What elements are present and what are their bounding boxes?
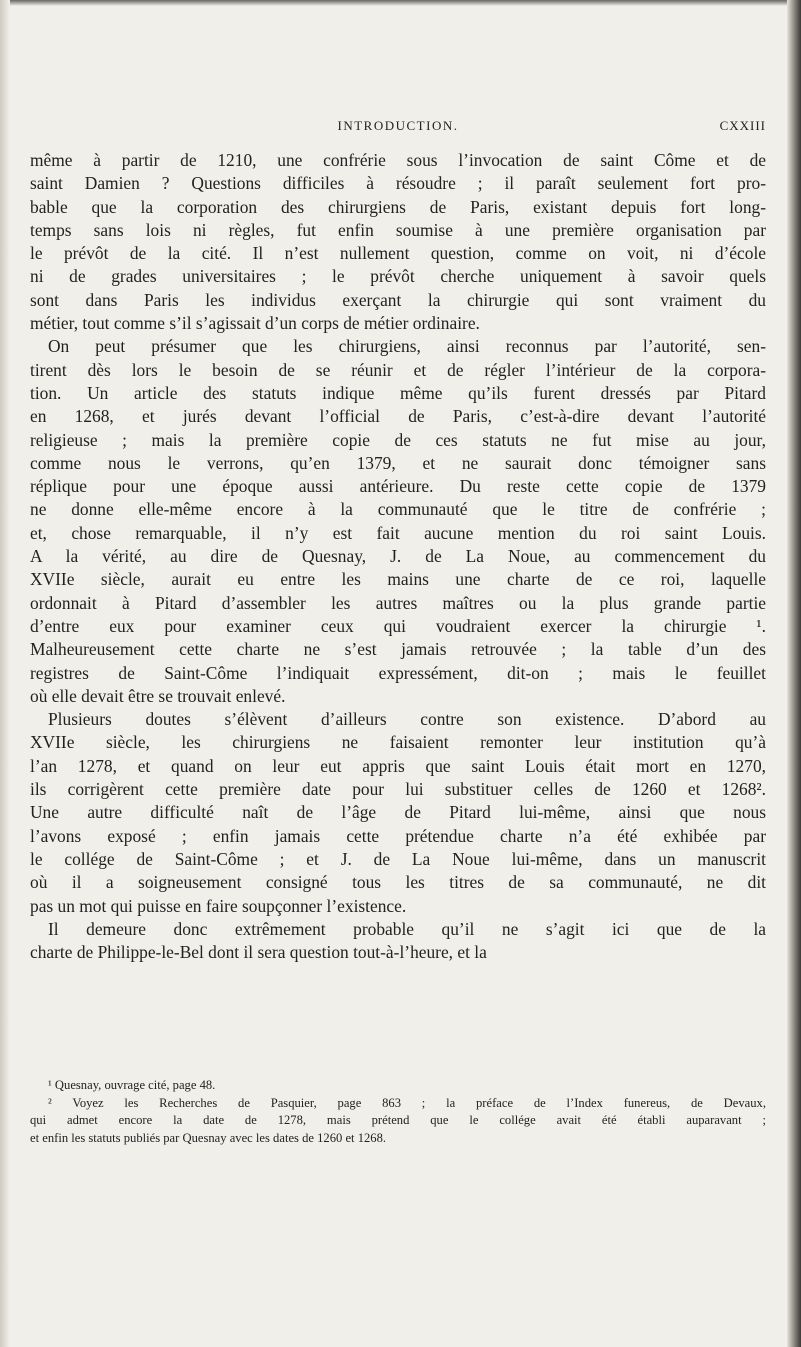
footnotes <box>30 1077 766 1147</box>
text-line: métier, tout comme s’il s’agissait d’un corps de métier ordinaire. <box>30 313 480 334</box>
page-binding-edge <box>787 0 801 1347</box>
text-line: On peut présumer que les chirurgiens, ainsi reconnus par l’autorité, sen- <box>48 336 766 357</box>
footnote-line: qui admet encore la date de 1278, mais prétend que le collége avait été établi auparavant ; <box>30 1113 766 1128</box>
text-line: XVIIe siècle, les chirurgiens ne faisaient remonter leur institution qu’à <box>30 732 766 753</box>
footnote-line: ² Voyez les Recherches de Pasquier, page 863 ; la préface de l’Index funereus, de Devaux, <box>48 1095 766 1110</box>
text-line: même à partir de 1210, une confrérie sous l’invocation de saint Côme et de <box>30 150 766 170</box>
text-line: ni de grades universitaires ; le prévôt cherche uniquement à savoir quels <box>30 266 766 287</box>
footnote-line: ¹ Quesnay, ouvrage cité, page 48. <box>48 1078 216 1092</box>
text-line: Une autre difficulté naît de l’âge de Pitard lui-même, ainsi que nous <box>30 802 766 823</box>
text-line: pas un mot qui puisse en faire soupçonner l’existence. <box>30 895 407 916</box>
text-line: le prévôt de la cité. Il n’est nullement question, comme on voit, ni d’école <box>30 243 766 264</box>
text-line: sont dans Paris les individus exerçant la chirurgie qui sont vraiment du <box>30 289 766 310</box>
text-line: bable que la corporation des chirurgiens de Paris, existant depuis fort long- <box>30 196 766 217</box>
text-line: ordonnait à Pitard d’assembler les autres maîtres ou la plus grande partie <box>30 592 766 613</box>
text-line: charte de Philippe-le-Bel dont il sera question tout-à-l’heure, et la <box>30 942 487 963</box>
text-line: réplique pour une époque aussi antérieure. Du reste cette copie de 1379 <box>30 476 766 497</box>
text-line: ne donne elle-même encore à la communauté que le titre de confrérie ; <box>30 499 766 520</box>
text-line: l’avons exposé ; enfin jamais cette prétendue charte n’a été exhibée par <box>30 825 766 846</box>
text-line: où elle devait être se trouvait enlevé. <box>30 685 286 706</box>
running-title: INTRODUCTION. <box>337 118 459 133</box>
running-header <box>30 118 766 140</box>
text-line: le collége de Saint-Côme ; et J. de La Noue lui-même, dans un manuscrit <box>30 848 766 869</box>
text-line: l’an 1278, et quand on leur eut appris que saint Louis était mort en 1270, <box>30 755 766 776</box>
text-line: religieuse ; mais la première copie de ces statuts ne fut mise au jour, <box>30 429 766 450</box>
text-line: Il demeure donc extrêmement probable qu’il ne s’agit ici que de la <box>48 918 766 939</box>
text-line: d’entre eux pour examiner ceux qui voudraient exercer la chirurgie ¹. <box>30 615 766 636</box>
text-line: Malheureusement cette charte ne s’est jamais retrouvée ; la table d’un des <box>30 639 766 660</box>
text-line: A la vérité, au dire de Quesnay, J. de La Noue, au commencement du <box>30 546 766 567</box>
page-number: CXXIII <box>719 118 766 133</box>
page-left-edge <box>0 0 10 1347</box>
text-line: et, chose remarquable, il n’y est fait aucune mention du roi saint Louis. <box>30 522 766 543</box>
text-line: Plusieurs doutes s’élèvent d’ailleurs contre son existence. D’abord au <box>48 709 766 730</box>
text-line: en 1268, et jurés devant l’official de Paris, c’est-à-dire devant l’autorité <box>30 406 766 427</box>
text-line: comme nous le verrons, qu’en 1379, et ne saurait donc témoigner sans <box>30 452 766 473</box>
text-line: registres de Saint-Côme l’indiquait expressément, dit-on ; mais le feuillet <box>30 662 766 683</box>
footnote-separator <box>30 1063 150 1064</box>
text-line: tion. Un article des statuts indique même qu’ils furent dressés par Pitard <box>30 382 766 403</box>
body-text <box>30 149 766 964</box>
text-line: ils corrigèrent cette première date pour lui substituer celles de 1260 et 1268². <box>30 779 766 800</box>
text-line: tirent dès lors le besoin de se réunir et de régler l’intérieur de la corpora- <box>30 359 766 380</box>
footnote-line: et enfin les statuts publiés par Quesnay avec les dates de 1260 et 1268. <box>30 1130 387 1145</box>
text-line: temps sans lois ni règles, fut enfin soumise à une première organisation par <box>30 219 766 240</box>
page-top-edge <box>0 0 801 6</box>
text-line: saint Damien ? Questions difficiles à résoudre ; il paraît seulement fort pro- <box>30 173 766 194</box>
text-line: où il a soigneusement consigné tous les titres de sa communauté, ne dit <box>30 872 766 893</box>
text-line: XVIIe siècle, aurait eu entre les mains une charte de ce roi, laquelle <box>30 569 766 590</box>
